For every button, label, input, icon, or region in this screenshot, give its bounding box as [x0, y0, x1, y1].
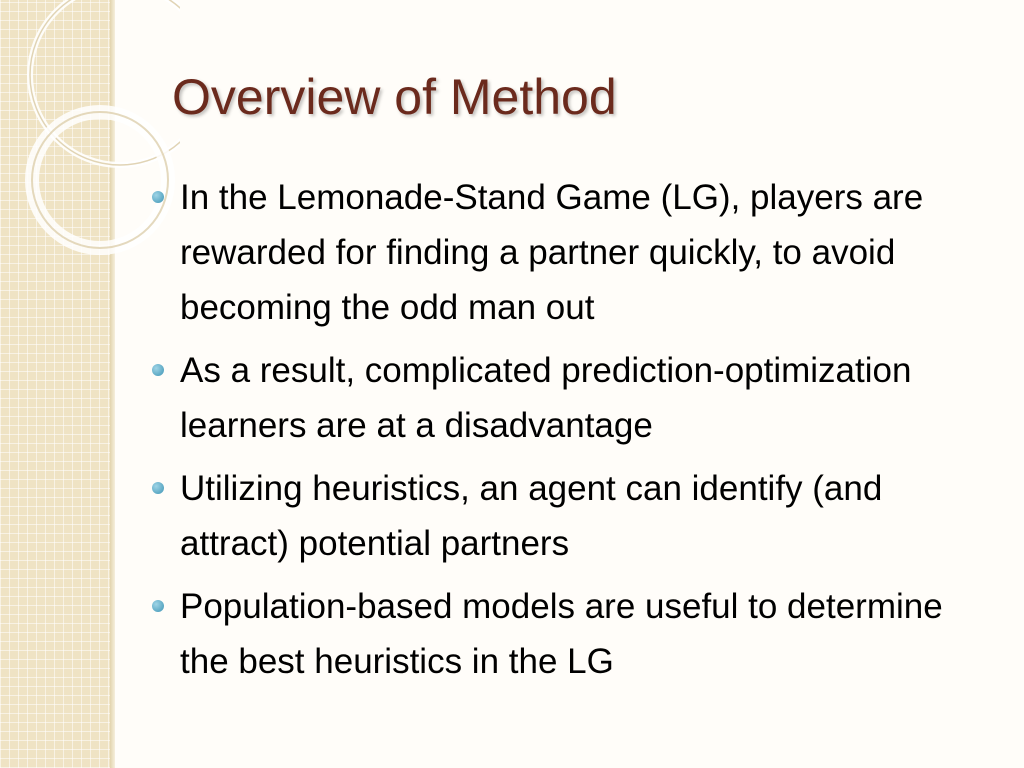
bullet-item [148, 461, 988, 571]
bullet-dot-icon [152, 482, 164, 494]
bullet-dot-icon [152, 191, 164, 203]
bullet-item [148, 170, 988, 335]
bullet-text: In the Lemonade-Stand Game (LG), players are rewarded for finding a partner quickly, to avoid becoming the odd man out [180, 178, 924, 327]
bullet-dot-icon [152, 600, 164, 612]
bullet-item [148, 343, 988, 453]
bullet-text: As a result, complicated prediction-optimization learners are at a disadvantage [180, 351, 912, 445]
bullet-text: Population-based models are useful to determine the best heuristics in the LG [180, 587, 943, 681]
bullet-text: Utilizing heuristics, an agent can identify (and attract) potential partners [180, 469, 883, 563]
slide-title: Overview of Method [172, 69, 617, 125]
bullet-item [148, 579, 988, 689]
bullet-dot-icon [152, 364, 164, 376]
bullet-list [148, 170, 988, 697]
